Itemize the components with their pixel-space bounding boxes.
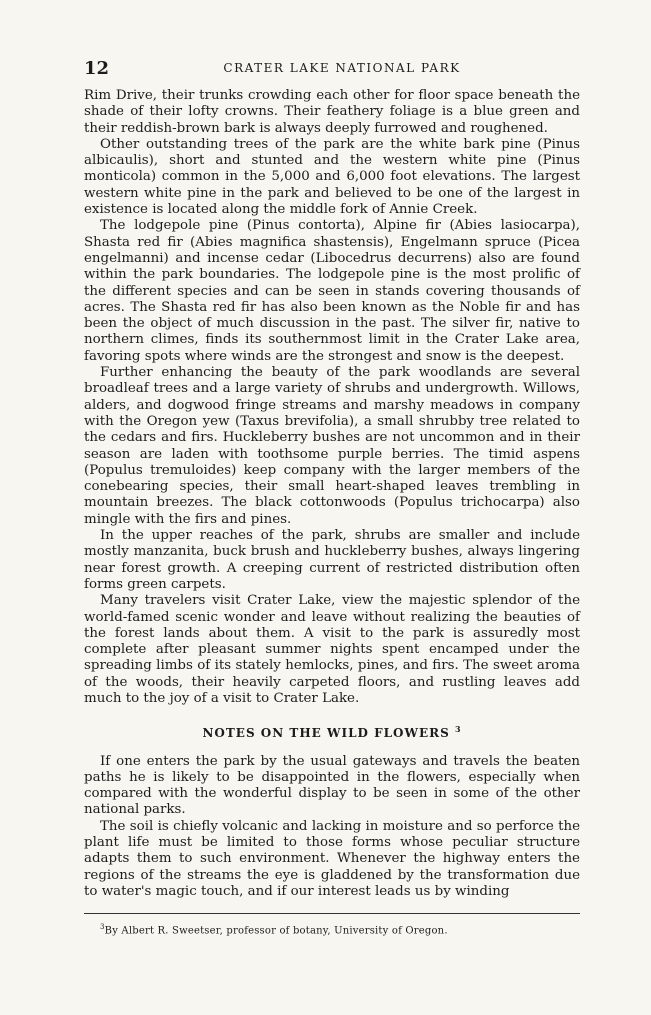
paragraph: Many travelers visit Crater Lake, view the majestic splendor of the world-famed scenic wonder and leave without realizing the beauties of the forest lands about them. A visit to the park is assuredly most complete after pleasant summer nights spent encamped under the spreading limbs of its stately hemlocks, pines, and firs. The sweet aroma of the woods, their heavily carpeted floors, and rustling leaves add much to the joy of a visit to Crater Lake.	[84, 593, 580, 706]
paragraph: If one enters the park by the usual gateways and travels the beaten paths he is likely to be disappointed in the flowers, especially when compared with the wonderful display to be seen in some of the other national parks.	[84, 753, 580, 818]
section-heading	[84, 721, 580, 741]
page-number: 12	[84, 58, 110, 79]
paragraph: The lodgepole pine (Pinus contorta), Alpine fir (Abies lasiocarpa), Shasta red fir (Abies magnifica shastensis), Engelmann spruce (Picea engelmanni) and incense cedar (Libocedrus decurrens) also are found within the park boundaries. The lodgepole pine is the most prolific of the different species and can be seen in stands covering thousands of acres. The Shasta red fir has also been known as the Noble fir and has been the object of much discussion in the past. The silver fir, native to northern climes, finds its southernmost limit in the Crater Lake area, favoring spots where winds are the strongest and snow is the deepest.	[84, 218, 580, 364]
paragraph: Other outstanding trees of the park are the white bark pine (Pinus albicaulis), short and stunted and the western white pine (Pinus monticola) common in the 5,000 and 6,000 foot elevations. The largest western white pine in the park and believed to be one of the largest in existence is located along the middle fork of Annie Creek.	[84, 136, 580, 218]
paragraph: The soil is chiefly volcanic and lacking in moisture and so perforce the plant life must be limited to those forms whose peculiar structure adapts them to such environment. Whenever the highway enters the regions of the streams the eye is gladdened by the transformation due to water's magic touch, and if our interest leads us by winding	[84, 818, 580, 899]
paragraph: In the upper reaches of the park, shrubs are smaller and include mostly manzanita, buck brush and huckleberry bushes, always lingering near forest growth. A creeping current of restricted distribution often forms green carpets.	[84, 528, 580, 592]
footnote	[100, 923, 580, 936]
footnote-mark: 3	[100, 923, 105, 931]
footnote-divider	[84, 913, 580, 914]
running-head: CRATER LAKE NATIONAL PARK	[223, 61, 461, 75]
page-header	[84, 58, 580, 80]
paragraph: Rim Drive, their trunks crowding each other for floor space beneath the shade of their lofty crowns. Their feathery foliage is a blue green and their reddish-brown bark is always deeply furrowed and roughened.	[84, 88, 580, 136]
body-text	[84, 88, 580, 900]
section-heading-text: NOTES ON THE WILD FLOWERS	[202, 726, 450, 741]
footnote-text: By Albert R. Sweetser, professor of botany, University of Oregon.	[104, 925, 448, 937]
footnote-reference: 3	[454, 724, 462, 735]
paragraph: Further enhancing the beauty of the park woodlands are several broadleaf trees and a large variety of shrubs and undergrowth. Willows, alders, and dogwood fringe streams and marshy meadows in company with the Oregon yew (Taxus brevifolia), a small shrubby tree related to the cedars and firs. Huckleberry bushes are not uncommon and in their season are laden with toothsome purple berries. The timid aspens (Populus tremuloides) keep company with the larger members of the conebearing species, their small heart-shaped leaves trembling in mountain breezes. The black cottonwoods (Populus trichocarpa) also mingle with the firs and pines.	[84, 365, 580, 527]
